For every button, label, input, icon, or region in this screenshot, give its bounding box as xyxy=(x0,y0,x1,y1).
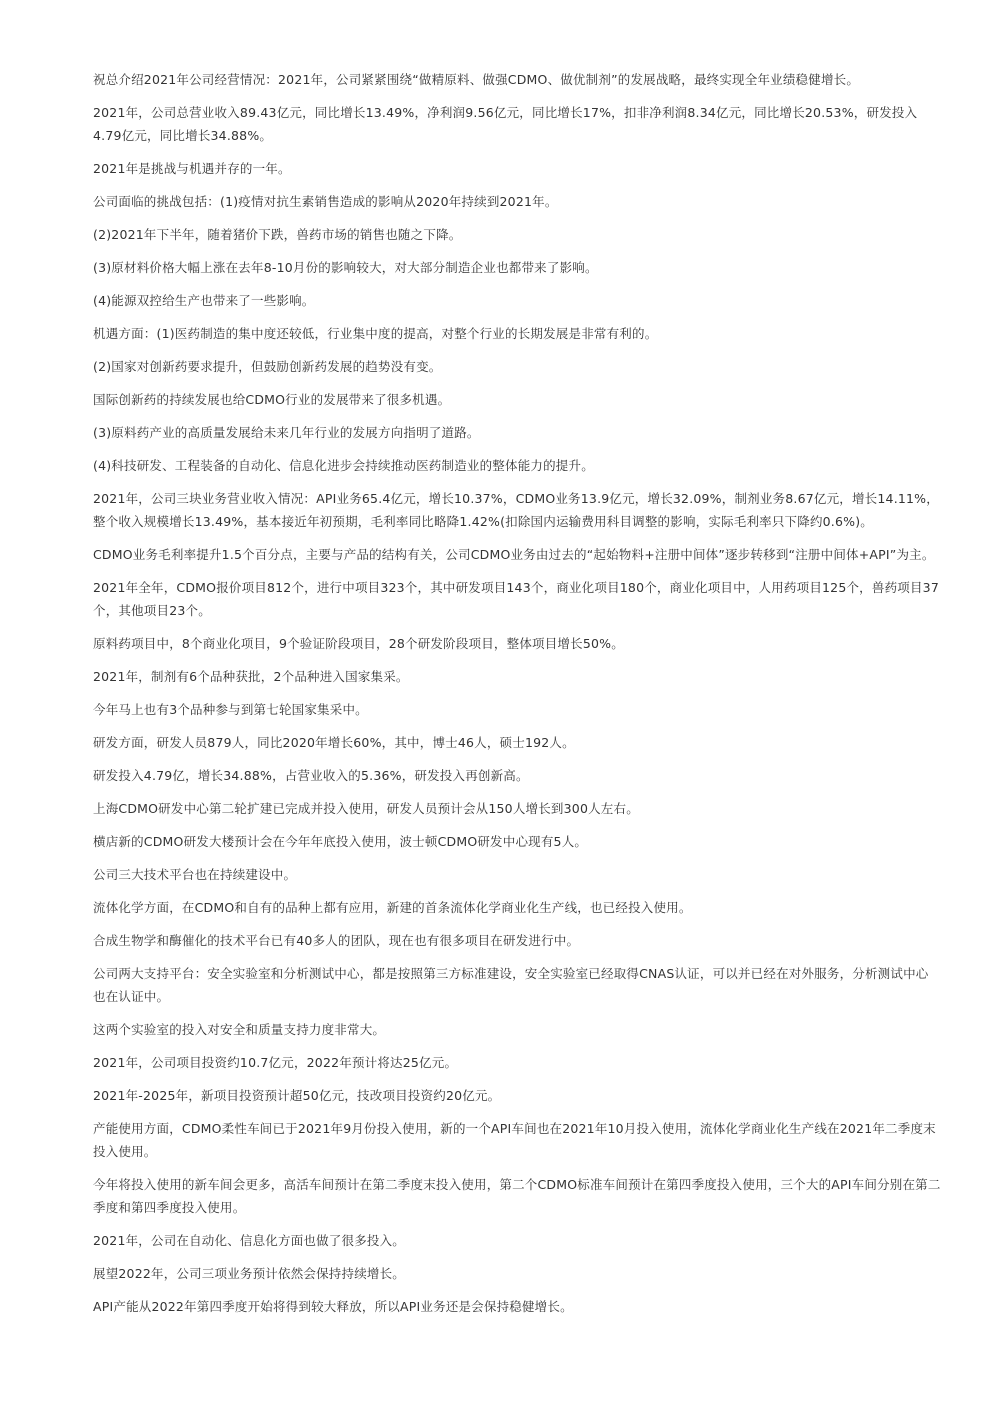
paragraph: 今年将投入使用的新车间会更多，高活车间预计在第二季度末投入使用，第二个CDMO标准车间预计在第四季度投入使用，三个大的API车间分别在第二季度和第四季度投入使用。 xyxy=(93,1177,941,1215)
paragraph: 2021年，公司在自动化、信息化方面也做了很多投入。 xyxy=(93,1233,406,1248)
paragraph: 今年马上也有3个品种参与到第七轮国家集采中。 xyxy=(93,702,368,717)
paragraph: 这两个实验室的投入对安全和质量支持力度非常大。 xyxy=(93,1022,386,1037)
paragraph: (3)原材料价格大幅上涨在去年8-10月份的影响较大，对大部分制造企业也都带来了影响。 xyxy=(93,260,598,275)
document-body xyxy=(93,68,941,1328)
paragraph: 研发方面，研发人员879人，同比2020年增长60%，其中，博士46人，硕士192人。 xyxy=(93,735,575,750)
paragraph: 祝总介绍2021年公司经营情况：2021年，公司紧紧围绕“做精原料、做强CDMO、做优制剂”的发展战略，最终实现全年业绩稳健增长。 xyxy=(93,72,860,87)
paragraph: 研发投入4.79亿，增长34.88%，占营业收入的5.36%，研发投入再创新高。 xyxy=(93,768,529,783)
paragraph: 公司面临的挑战包括：(1)疫情对抗生素销售造成的影响从2020年持续到2021年。 xyxy=(93,194,558,209)
paragraph: 2021年全年，CDMO报价项目812个，进行中项目323个，其中研发项目143个，商业化项目180个，商业化项目中，人用药项目125个，兽药项目37个，其他项目23个。 xyxy=(93,580,939,618)
paragraph: 2021年，公司总营业收入89.43亿元，同比增长13.49%，净利润9.56亿元，同比增长17%，扣非净利润8.34亿元，同比增长20.53%，研发投入4.79亿元，同比增长34.88%。 xyxy=(93,105,918,143)
paragraph: (2)2021年下半年，随着猪价下跌，兽药市场的销售也随之下降。 xyxy=(93,227,462,242)
paragraph: 2021年，公司项目投资约10.7亿元，2022年预计将达25亿元。 xyxy=(93,1055,458,1070)
paragraph: 产能使用方面，CDMO柔性车间已于2021年9月份投入使用，新的一个API车间也在2021年10月投入使用，流体化学商业化生产线在2021年二季度末投入使用。 xyxy=(93,1121,936,1159)
paragraph: 合成生物学和酶催化的技术平台已有40多人的团队，现在也有很多项目在研发进行中。 xyxy=(93,933,580,948)
paragraph: 2021年，制剂有6个品种获批，2个品种进入国家集采。 xyxy=(93,669,409,684)
paragraph: (4)科技研发、工程装备的自动化、信息化进步会持续推动医药制造业的整体能力的提升。 xyxy=(93,458,594,473)
paragraph: CDMO业务毛利率提升1.5个百分点，主要与产品的结构有关，公司CDMO业务由过去的“起始物料+注册中间体”逐步转移到“注册中间体+API”为主。 xyxy=(93,547,935,562)
paragraph: 2021年，公司三块业务营业收入情况：API业务65.4亿元，增长10.37%，CDMO业务13.9亿元，增长32.09%，制剂业务8.67亿元，增长14.11%，整个收入规模增长13.49%，基本接近年初预期，毛利率同比略降1.42%(扣除国内运输费用科目调整的影响，实际毛利率只下降约0.6%)。 xyxy=(93,491,939,529)
paragraph: 流体化学方面，在CDMO和自有的品种上都有应用，新建的首条流体化学商业化生产线，也已经投入使用。 xyxy=(93,900,692,915)
paragraph: 国际创新药的持续发展也给CDMO行业的发展带来了很多机遇。 xyxy=(93,392,451,407)
paragraph: (4)能源双控给生产也带来了一些影响。 xyxy=(93,293,315,308)
paragraph: 展望2022年，公司三项业务预计依然会保持持续增长。 xyxy=(93,1266,406,1281)
paragraph: (2)国家对创新药要求提升，但鼓励创新药发展的趋势没有变。 xyxy=(93,359,442,374)
paragraph: 上海CDMO研发中心第二轮扩建已完成并投入使用，研发人员预计会从150人增长到300人左右。 xyxy=(93,801,639,816)
paragraph: 原料药项目中，8个商业化项目，9个验证阶段项目，28个研发阶段项目，整体项目增长50%。 xyxy=(93,636,624,651)
paragraph: 2021年是挑战与机遇并存的一年。 xyxy=(93,161,291,176)
paragraph: API产能从2022年第四季度开始将得到较大释放，所以API业务还是会保持稳健增长。 xyxy=(93,1299,573,1314)
paragraph: 公司三大技术平台也在持续建设中。 xyxy=(93,867,297,882)
paragraph: 2021年-2025年，新项目投资预计超50亿元，技改项目投资约20亿元。 xyxy=(93,1088,501,1103)
paragraph: 横店新的CDMO研发大楼预计会在今年年底投入使用，波士顿CDMO研发中心现有5人。 xyxy=(93,834,588,849)
paragraph: (3)原料药产业的高质量发展给未来几年行业的发展方向指明了道路。 xyxy=(93,425,480,440)
paragraph: 机遇方面：(1)医药制造的集中度还较低，行业集中度的提高，对整个行业的长期发展是非常有利的。 xyxy=(93,326,658,341)
paragraph: 公司两大支持平台：安全实验室和分析测试中心，都是按照第三方标准建设，安全实验室已经取得CNAS认证，可以并已经在对外服务，分析测试中心也在认证中。 xyxy=(93,966,929,1004)
